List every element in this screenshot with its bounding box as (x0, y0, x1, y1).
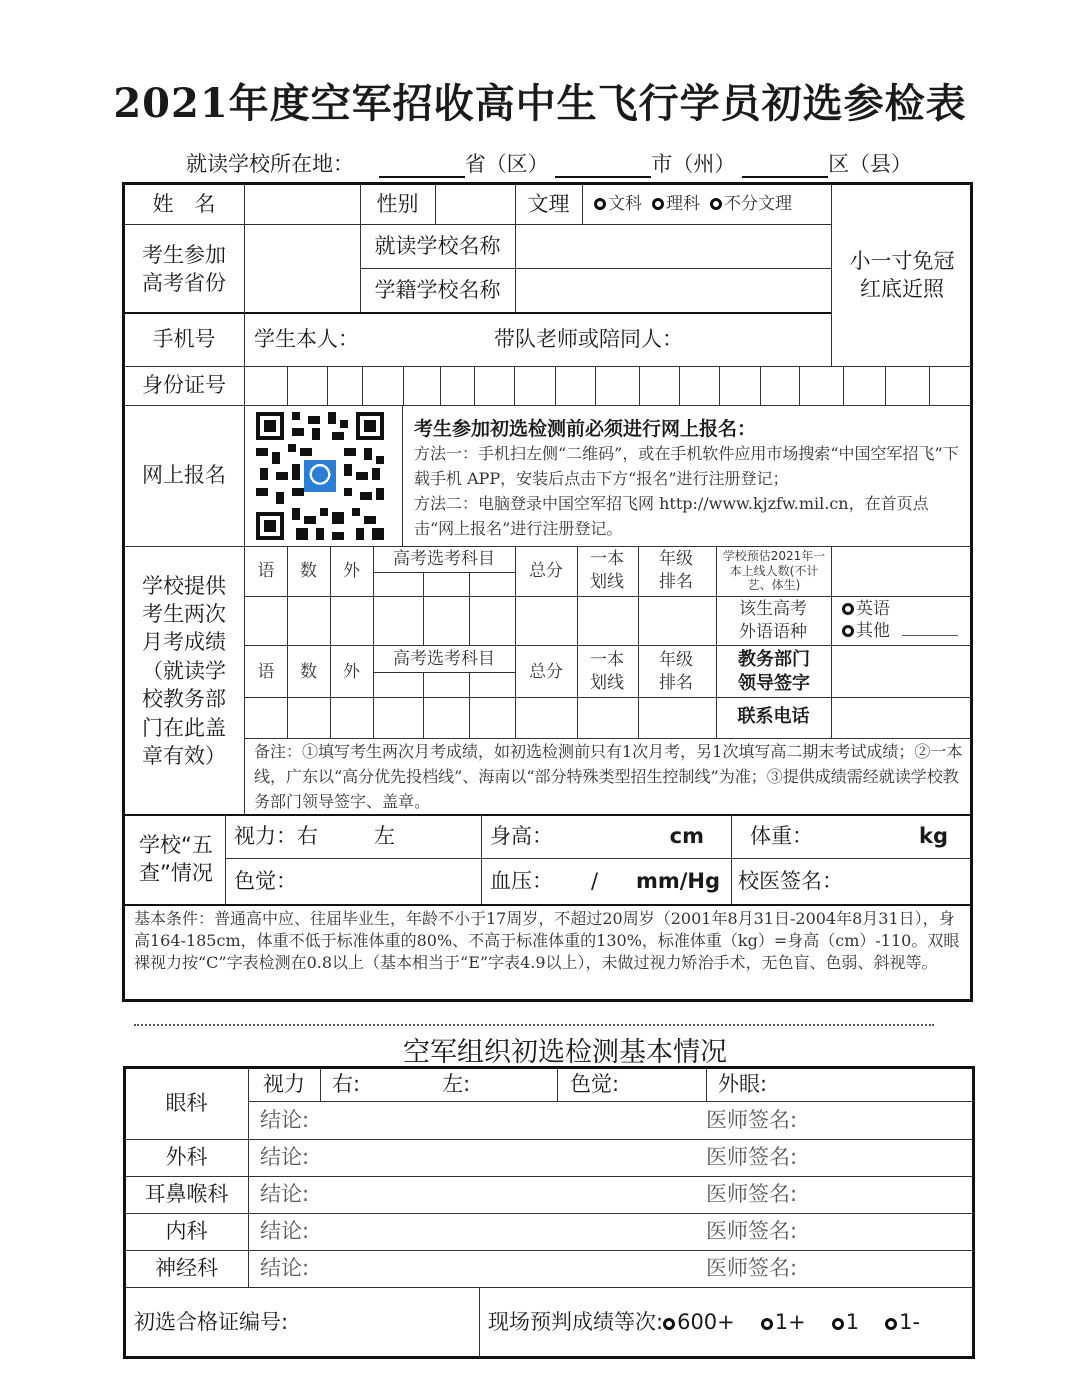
col-tier1-line-2: 一本划线 (590, 650, 624, 693)
col-chinese: 语 (257, 560, 275, 581)
photo-placeholder[interactable]: 小一寸免冠红底近照 (849, 248, 955, 301)
gender-field[interactable] (437, 186, 513, 222)
height-field[interactable]: 身高： cm (490, 823, 704, 848)
scores-notes: 备注：①填写考生两次月考成绩，如初选检测前只有1次月考，另1次填写高二期末考试成绩；②一本线，广东以“高分优先投档线”、海南以“部分特殊类型招生控制线”为准；③提供成绩需经就读学校教务部门领导签字、盖章。 (254, 742, 963, 811)
contact-label: 联系电话 (737, 706, 810, 728)
vision-field[interactable]: 视力：右 左 (234, 823, 395, 848)
dept-sign-label: 教务部门领导签字 (738, 648, 810, 694)
radio-icon (710, 198, 722, 210)
district-suffix: 区（县） (828, 152, 913, 176)
dept-neurology-label: 神经科 (155, 1256, 218, 1281)
current-school-label: 就读学校名称 (374, 233, 501, 258)
neurology-doctor-sign-field[interactable]: 医师签名: (706, 1256, 798, 1281)
five-checks-label: 学校“五查”情况 (139, 832, 213, 885)
predicted-grade-label: 现场预判成绩等次: (488, 1309, 664, 1334)
online-registration-label: 网上报名 (142, 463, 226, 488)
track-option-science[interactable]: 理科 (652, 193, 700, 216)
col-elective-2: 高考选考科目 (393, 648, 495, 669)
col-grade-rank-2: 年级排名 (659, 650, 693, 693)
radio-icon (663, 1318, 675, 1330)
city-suffix: 市（州） (651, 152, 736, 176)
color-vision-field[interactable]: 色觉： (234, 868, 297, 893)
phone-self-field[interactable]: 学生本人： (254, 326, 359, 351)
track-options (594, 184, 830, 224)
grade-option-600plus[interactable]: 600+ (663, 1308, 735, 1336)
ent-conclusion-field[interactable]: 结论: (260, 1182, 310, 1207)
radio-icon (842, 603, 854, 615)
qr-code-icon[interactable] (256, 412, 384, 540)
foreign-lang-options (842, 598, 968, 642)
foreign-lang-english[interactable]: 英语 (842, 598, 968, 620)
internal-conclusion-field[interactable]: 结论: (260, 1219, 310, 1244)
foreign-lang-other[interactable]: 其他 (842, 620, 968, 642)
surgery-conclusion-field[interactable]: 结论: (260, 1145, 310, 1170)
city-field[interactable] (555, 158, 651, 178)
radio-icon (832, 1318, 844, 1330)
phone-label: 手机号 (152, 326, 216, 351)
dept-internal-label: 内科 (165, 1219, 208, 1244)
gender-label: 性别 (376, 191, 419, 216)
predicted-grade-field (488, 1287, 972, 1357)
radio-icon (594, 198, 606, 210)
radio-icon (842, 625, 854, 637)
school-location-line (186, 148, 912, 178)
online-method-1: 方法一：手机扫左侧“二维码”，或在手机软件应用市场搜索“中国空军招飞”下载手机 APP，安装后点击下方“报名”进行注册登记； (414, 444, 959, 488)
section2-title: 空军组织初选检测基本情况 (403, 1037, 727, 1068)
internal-doctor-sign-field[interactable]: 医师签名: (706, 1219, 798, 1244)
other-lang-field[interactable] (902, 635, 958, 636)
col-math-2: 数 (300, 661, 317, 682)
score-row-1[interactable] (247, 598, 715, 644)
outer-eye-field[interactable]: 外眼: (718, 1072, 768, 1097)
col-total: 总分 (529, 560, 563, 581)
col-grade-rank: 年级排名 (659, 549, 693, 592)
scores-section-label: 学校提供考生两次月考成绩（就读学校教务部门在此盖章有效） (142, 573, 226, 768)
current-school-field[interactable] (517, 226, 829, 266)
col-foreign: 外 (343, 560, 360, 581)
eye-doctor-sign-field[interactable]: 医师签名: (706, 1107, 798, 1132)
surgery-doctor-sign-field[interactable]: 医师签名: (706, 1145, 798, 1170)
online-heading: 考生参加初选检测前必须进行网上报名： (414, 418, 757, 440)
radio-icon (761, 1318, 773, 1330)
registered-school-field[interactable] (517, 270, 829, 310)
track-label: 文理 (527, 191, 570, 216)
school-doctor-sign-field[interactable]: 校医签名： (738, 868, 843, 893)
phone-teacher-field[interactable]: 带队老师或陪同人： (494, 326, 683, 351)
eye-vision-field[interactable]: 右: 左: (332, 1072, 471, 1097)
school-estimate-label: 学校预估2021年一本上线人数(不计艺、体生) (722, 549, 826, 593)
foreign-lang-label: 该生高考外语语种 (739, 599, 807, 642)
weight-field[interactable]: 体重： kg (750, 823, 948, 848)
location-label: 就读学校所在地： (186, 152, 354, 176)
col-chinese-2: 语 (257, 661, 275, 682)
grade-option-1minus[interactable]: 1- (885, 1308, 920, 1336)
ent-doctor-sign-field[interactable]: 医师签名: (706, 1182, 798, 1207)
ophthalmology-label: 眼科 (165, 1091, 208, 1116)
basic-conditions: 基本条件：普通高中应、往届毕业生，年龄不小于17周岁，不超过20周岁（2001年8月31日-2004年8月31日），身高164-185cm，体重不低于标准体重的80%、不高于标准体重的130%，标准体重（kg）=身高（cm）-110。双眼裸视力按“C”字表检测在0.8以上（基本相当于“E”字表4.9以上），未做过视力矫治手术，无色盲、色弱、斜视等。 (134, 909, 960, 972)
grade-option-1plus[interactable]: 1+ (761, 1308, 806, 1336)
col-math: 数 (300, 560, 317, 581)
col-tier1-line: 一本划线 (590, 549, 624, 592)
cut-line (134, 1024, 934, 1026)
id-label: 身份证号 (142, 373, 226, 398)
radio-icon (652, 198, 664, 210)
certificate-number-field[interactable]: 初选合格证编号: (134, 1309, 289, 1334)
col-elective: 高考选考科目 (393, 548, 495, 569)
col-foreign-2: 外 (343, 661, 360, 682)
id-number-field[interactable] (246, 368, 970, 404)
track-option-none[interactable]: 不分文理 (710, 193, 792, 216)
province-field[interactable] (379, 158, 465, 178)
exam-province-label: 考生参加高考省份 (142, 242, 226, 295)
radio-icon (885, 1318, 897, 1330)
eye-color-field[interactable]: 色觉: (570, 1072, 620, 1097)
score-row-2[interactable] (247, 699, 715, 737)
eye-conclusion-field[interactable]: 结论: (260, 1107, 310, 1132)
province-suffix: 省（区） (464, 152, 549, 176)
dept-ent-label: 耳鼻喉科 (144, 1182, 229, 1207)
neurology-conclusion-field[interactable]: 结论: (260, 1256, 310, 1281)
name-label: 姓 名 (152, 191, 216, 216)
page-title: 2021年度空军招收高中生飞行学员初选参检表 (113, 80, 967, 127)
online-method-2: 方法二：电脑登录中国空军招飞网 http://www.kjzfw.mil.cn，在首页点击“网上报名”进行注册登记。 (414, 494, 929, 538)
name-field[interactable] (246, 186, 358, 222)
grade-option-1[interactable]: 1 (832, 1308, 859, 1336)
dept-surgery-label: 外科 (165, 1145, 208, 1170)
registered-school-label: 学籍学校名称 (374, 277, 501, 302)
blood-pressure-field[interactable]: 血压： / mm/Hg (490, 868, 720, 893)
school-estimate-field[interactable] (833, 548, 970, 594)
col-total-2: 总分 (529, 661, 563, 682)
district-field[interactable] (742, 158, 828, 178)
vision-label: 视力 (263, 1072, 305, 1097)
track-option-arts[interactable]: 文科 (594, 193, 642, 216)
dept-sign-field[interactable] (833, 648, 970, 696)
contact-field[interactable] (833, 699, 970, 737)
exam-province-field[interactable] (246, 226, 358, 310)
